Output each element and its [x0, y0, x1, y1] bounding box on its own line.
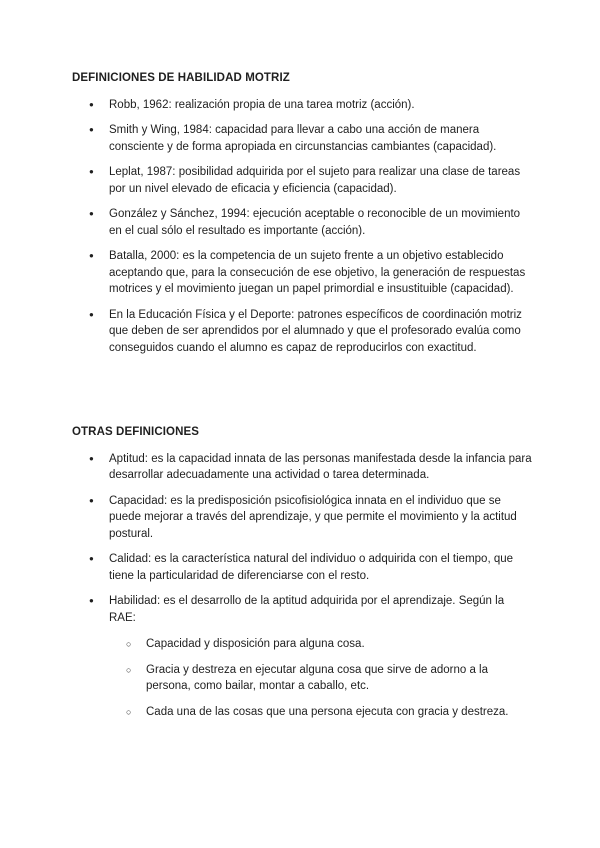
section-heading: OTRAS DEFINICIONES [72, 426, 200, 438]
sublist-item: ○ Capacidad y disposición para alguna cosa. [109, 636, 532, 653]
section-heading: DEFINICIONES DE HABILIDAD MOTRIZ [72, 72, 290, 84]
sublist-item: ○ Gracia y destreza en ejecutar alguna cosa que sirve de adorno a la persona, como bailar, montar a caballo, etc. [109, 662, 532, 695]
list-item: ● Leplat, 1987: posibilidad adquirida por el sujeto para realizar una clase de tareas por un nivel elevado de eficacia y eficiencia (capacidad). [72, 164, 532, 197]
list-item-text: Habilidad: es el desarrollo de la aptitud adquirida por el aprendizaje. Según la RAE: [109, 595, 505, 624]
list-item-with-sublist [72, 593, 532, 720]
list-item: ● Calidad: es la característica natural del individuo o adquirida con el tiempo, que tiene la particularidad de diferenciarse con el resto. [72, 551, 532, 584]
list-item: ● Batalla, 2000: es la competencia de un sujeto frente a un objetivo establecido aceptando que, para la consecución de ese objetivo, la generación de respuestas motrices y el movimiento juegan un papel primordial e insustituible (capacidad). [72, 248, 532, 298]
list-item: ● Capacidad: es la predisposición psicofisiológica innata en el individuo que se puede mejorar a través del aprendizaje, y que permite el movimiento y la actitud postural. [72, 493, 532, 543]
definition-list [72, 451, 532, 721]
section-habilidad-motriz [72, 70, 532, 365]
list-item: ● González y Sánchez, 1994: ejecución aceptable o reconocible de un movimiento en el cual sólo el resultado es importante (acción). [72, 206, 532, 239]
section-otras-definiciones [72, 424, 532, 729]
sublist-item: ○ Cada una de las cosas que una persona ejecuta con gracia y destreza. [109, 704, 532, 721]
definition-list [72, 97, 532, 357]
list-item: ● En la Educación Física y el Deporte: patrones específicos de coordinación motriz que deben de ser aprendidos por el alumnado y que el profesorado evalúa como conseguidos cuando el alumno es capaz de reproducirlos con exactitud. [72, 307, 532, 357]
list-item: ● Robb, 1962: realización propia de una tarea motriz (acción). [72, 97, 532, 114]
list-item: ● Aptitud: es la capacidad innata de las personas manifestada desde la infancia para desarrollar adecuadamente una actividad o tarea determinada. [72, 451, 532, 484]
list-item: ● Smith y Wing, 1984: capacidad para llevar a cabo una acción de manera consciente y de forma apropiada en circunstancias cambiantes (capacidad). [72, 122, 532, 155]
rae-sublist [109, 636, 532, 720]
